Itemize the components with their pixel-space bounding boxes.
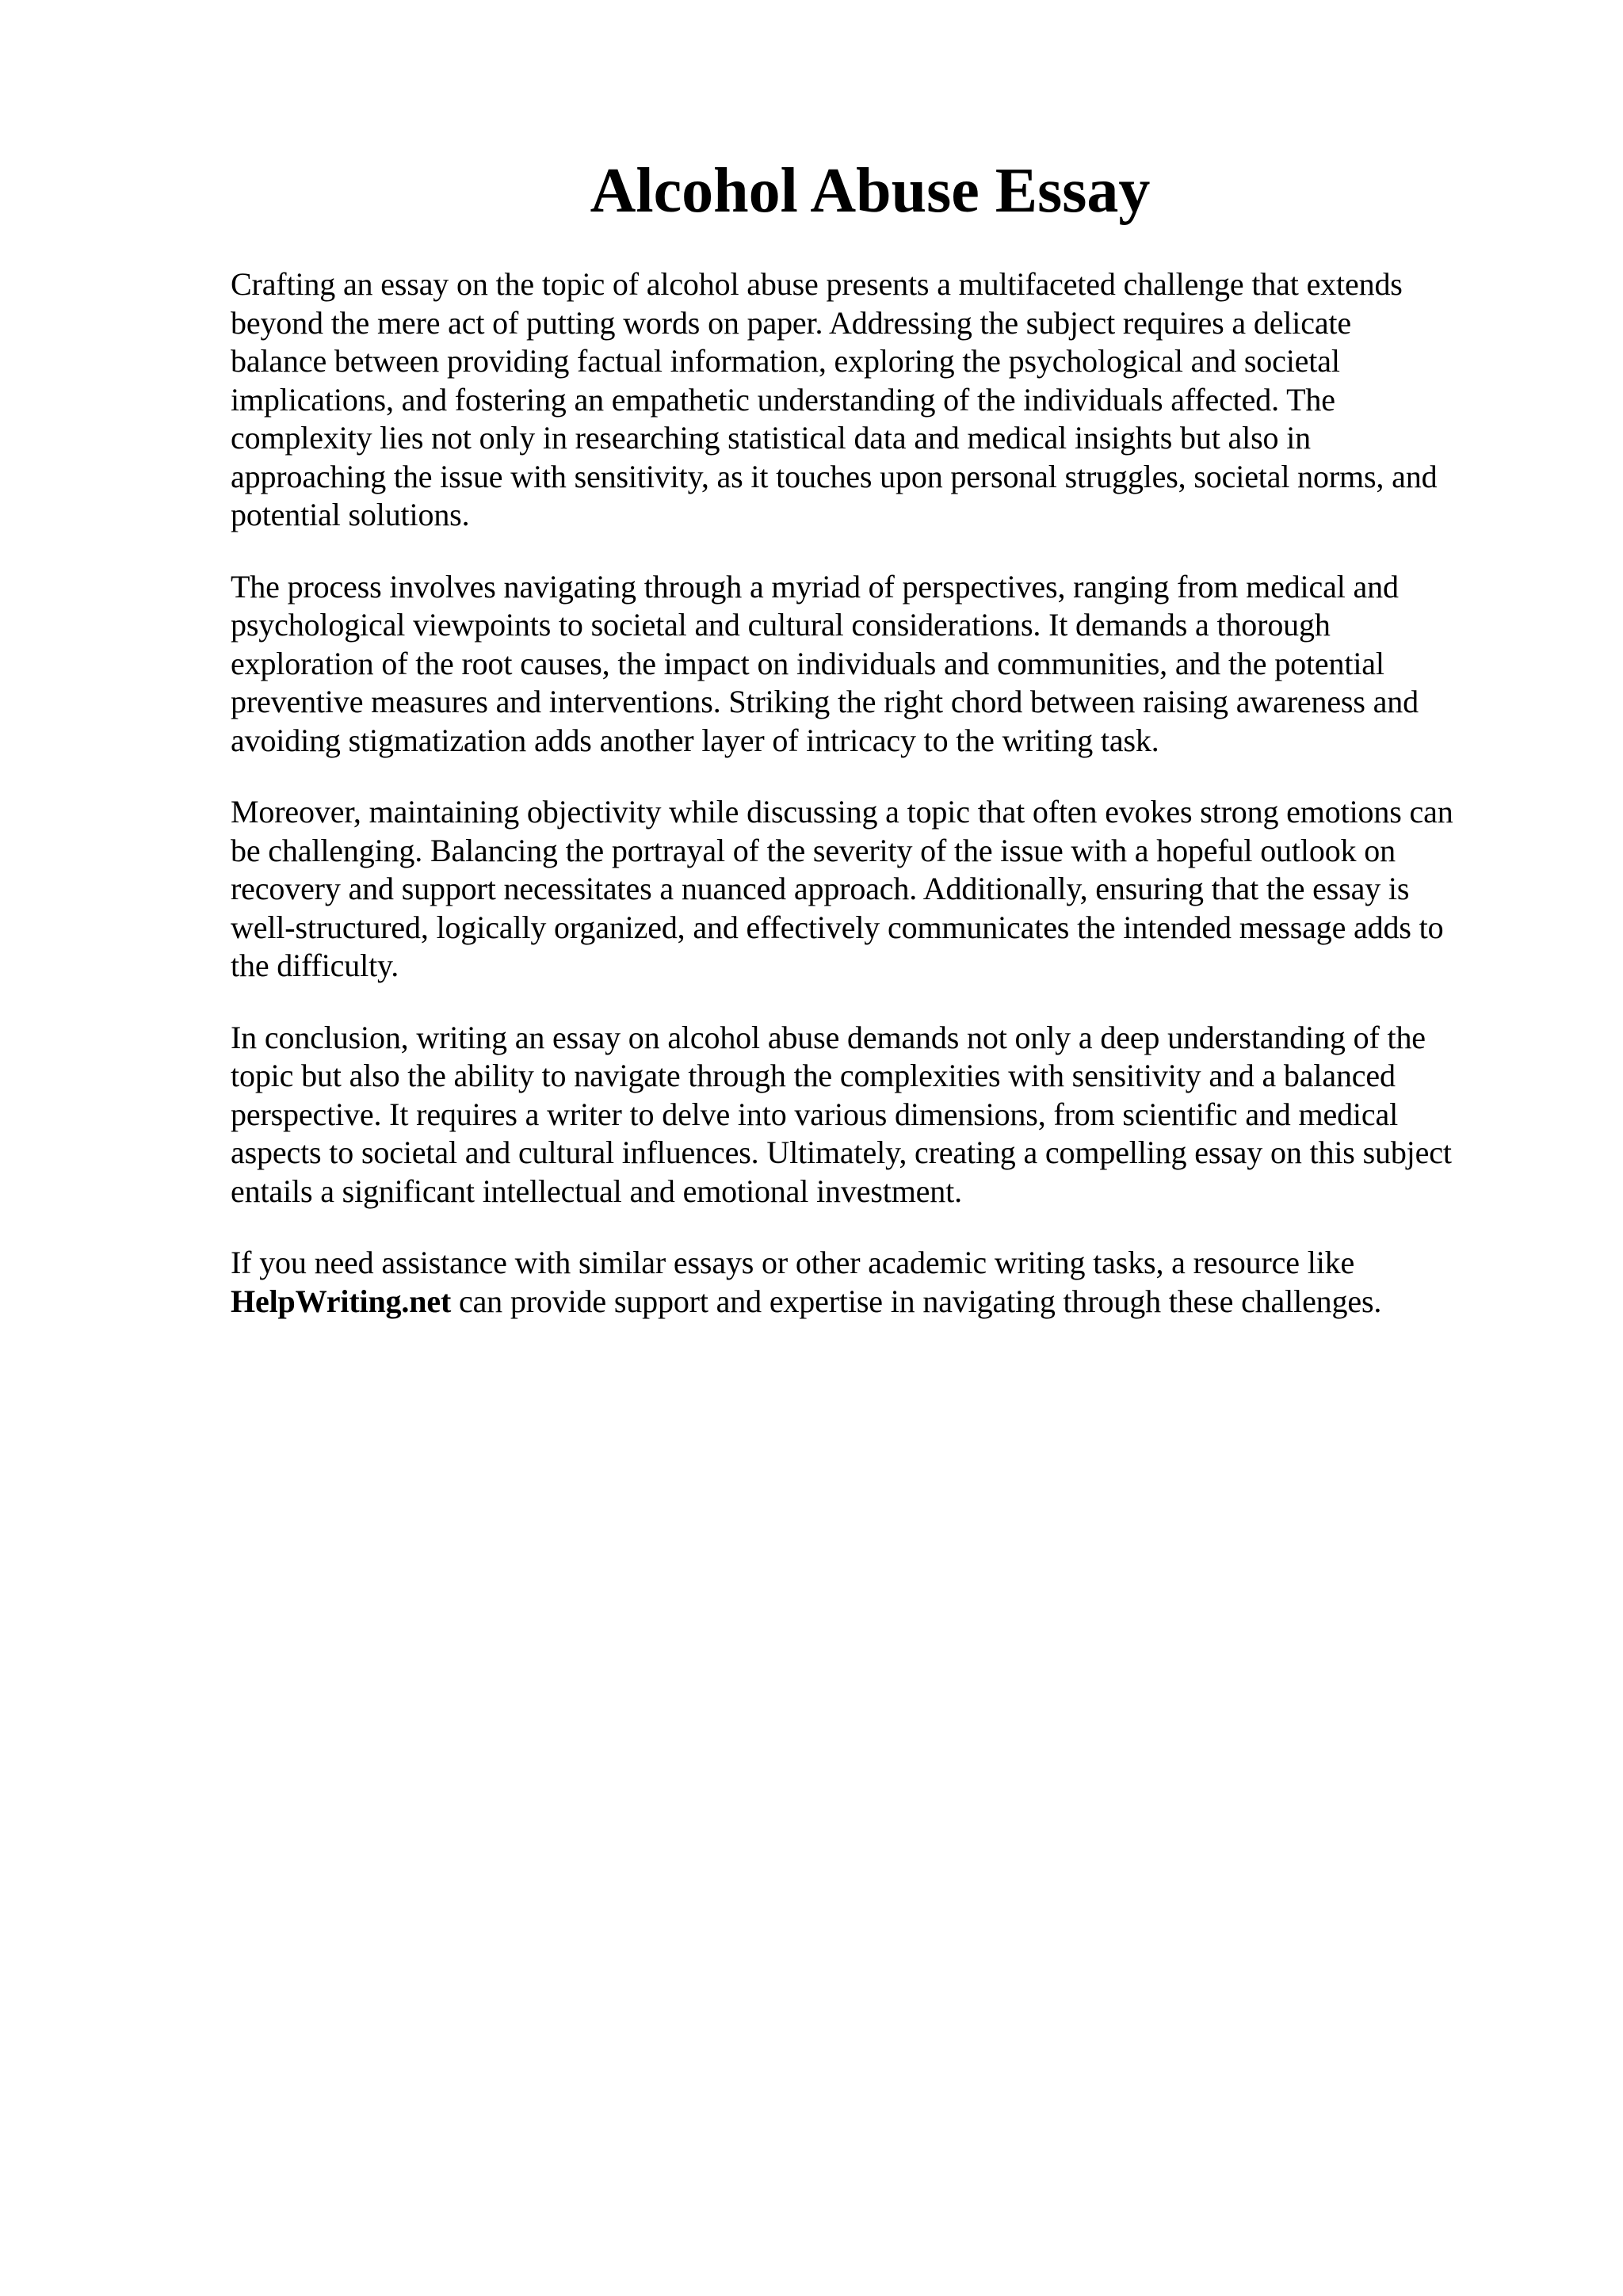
paragraph-line: Moreover, maintaining objectivity while discussing a topic that often evokes strong emotions can [231, 794, 1453, 830]
paragraph-line: preventive measures and interventions. Striking the right chord between raising awareness and [231, 684, 1419, 719]
paragraph-2 [231, 568, 1538, 761]
paragraph-3 [231, 793, 1538, 986]
paragraph-line: potential solutions. [231, 497, 470, 532]
paragraph-line: the difficulty. [231, 948, 399, 983]
paragraph-line: avoiding stigmatization adds another layer of intricacy to the writing task. [231, 722, 1159, 758]
document-title: Alcohol Abuse Essay [590, 156, 1151, 226]
paragraph-line: aspects to societal and cultural influences. Ultimately, creating a compelling essay on this subject [231, 1135, 1452, 1170]
paragraph-line: topic but also the ability to navigate through the complexities with sensitivity and a balanced [231, 1058, 1396, 1093]
paragraph-line: Crafting an essay on the topic of alcohol abuse presents a multifaceted challenge that extends [231, 266, 1403, 302]
paragraph-line: exploration of the root causes, the impact on individuals and communities, and the potential [231, 645, 1384, 681]
closing-paragraph [231, 1244, 1538, 1321]
paragraph-line: well-structured, logically organized, and effectively communicates the intended message adds to [231, 909, 1444, 945]
paragraph-line: entails a significant intellectual and emotional investment. [231, 1173, 962, 1209]
paragraph-line: implications, and fostering an empathetic understanding of the individuals affected. The [231, 381, 1335, 418]
paragraph-line: psychological viewpoints to societal and cultural considerations. It demands a thorough [231, 607, 1331, 643]
paragraph-4 [231, 1019, 1538, 1211]
paragraph-line: balance between providing factual information, exploring the psychological and societal [231, 343, 1340, 379]
paragraph-1 [231, 265, 1538, 535]
paragraph-line: beyond the mere act of putting words on paper. Addressing the subject requires a delicate [231, 304, 1351, 341]
closing-line-2 [231, 1283, 1538, 1322]
paragraph-line: The process involves navigating through a myriad of perspectives, ranging from medical and [231, 568, 1399, 605]
paragraph-line: be challenging. Balancing the portrayal of the severity of the issue with a hopeful outlook on [231, 832, 1396, 868]
closing-line-2-text: can provide support and expertise in navigating through these challenges. [451, 1283, 1382, 1319]
paragraph-line: recovery and support necessitates a nuanced approach. Additionally, ensuring that the essay is [231, 871, 1410, 906]
brand-link[interactable]: HelpWriting.net [231, 1283, 452, 1319]
paragraph-line: In conclusion, writing an essay on alcohol abuse demands not only a deep understanding of the [231, 1019, 1426, 1055]
paragraph-line: complexity lies not only in researching statistical data and medical insights but also in [231, 420, 1312, 456]
paragraph-line: approaching the issue with sensitivity, as it touches upon personal struggles, societal norms, and [231, 458, 1438, 494]
closing-line-1: If you need assistance with similar essays or other academic writing tasks, a resource like [231, 1245, 1355, 1280]
paragraph-line: perspective. It requires a writer to delve into various dimensions, from scientific and medical [231, 1096, 1399, 1132]
document-body [231, 265, 1538, 1354]
